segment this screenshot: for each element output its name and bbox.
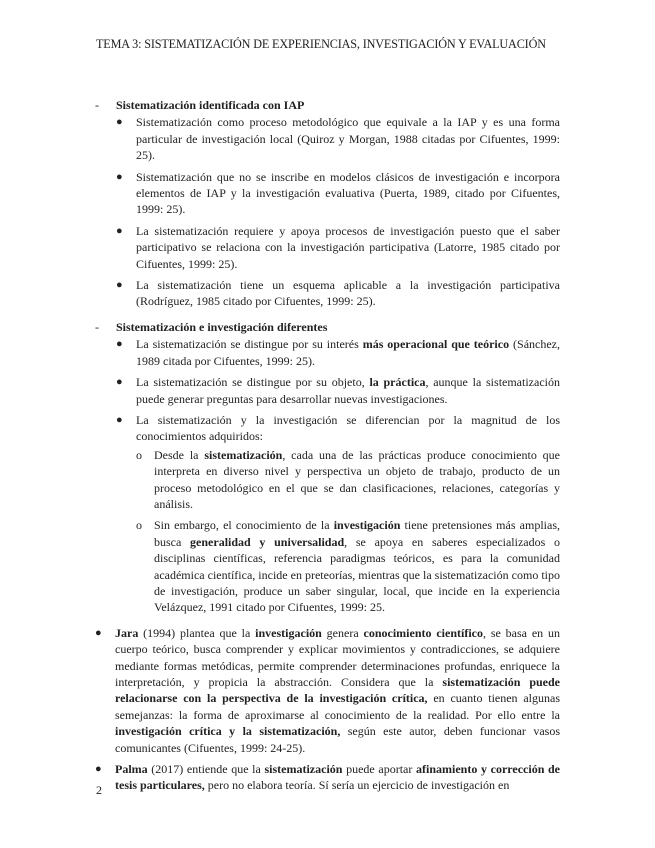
bullet-icon: ●	[95, 626, 102, 639]
section-title: Sistematización e investigación diferentes	[116, 319, 328, 334]
list-item: ● La sistematización se distingue por su objeto, la práctica, aunque la sistematización puede generar preguntas para desarrollar nuevas investigaciones.	[116, 375, 560, 406]
list-item-jara: ● Jara (1994) plantea que la investigación genera conocimiento científico, se basa en un cuerpo teórico, busca comprender y explicar movimientos y contradicciones, se adquiere mediante formas metódicas, permite comprender determinaciones profundas, enriquece la interpretación, y propicia la abstracción. Considera que la sistematización puede relacionarse con la perspectiva de la investigación crítica, en cuanto tienen algunas semejanzas: la forma de aproximarse al conocimiento de la realidad. Por ello entre la investigación crítica y la sistematización, según este autor, deben funcionar vasos comunicantes (Cifuentes, 1999: 24-25).	[95, 625, 561, 755]
dash-marker: -	[95, 98, 99, 112]
list-item-palma: ● Palma (2017) entiende que la sistematización puede aportar afinamiento y corrección de tesis particulares, pero no elabora teoría. Sí sería un ejercicio de investigación en	[95, 762, 561, 793]
list-item: ● La sistematización se distingue por su interés más operacional que teórico (Sánchez, 1989 citada por Cifuentes, 1999: 25).	[116, 337, 561, 368]
list-item: ● Sistematización como proceso metodológico que equivale a la IAP y es una forma particular de investigación local (Quiroz y Morgan, 1988 citadas por Cifuentes, 1999: 25).	[116, 115, 560, 163]
bullet-icon: ●	[116, 338, 123, 351]
bullet-icon: ●	[116, 376, 123, 389]
circle-bullet-icon: o	[136, 518, 142, 533]
page-header: TEMA 3: SISTEMATIZACIÓN DE EXPERIENCIAS, INVESTIGACIÓN Y EVALUACIÓN	[96, 37, 546, 51]
list-item: ● La sistematización tiene un esquema aplicable a la investigación participativa (Rodríguez, 1985 citado por Cifuentes, 1999: 25).	[116, 278, 560, 309]
list-item: ● La sistematización y la investigación se diferencian por la magnitud de los conocimientos adquiridos: o Desde la sistematización, cada una de las prácticas produce conocimiento que interpreta en diverso nivel y perspectiva un objeto de trabajo, producto de un proceso metodológico en el que se dan clasificaciones, relaciones, categorías y análisis. o Sin embargo, el conocimiento de la investigación tiene pretensiones más amplias, busca generalidad y universalidad, se apoya en saberes especializados o disciplinas científicas, referencia paradigmas teóricos, es para la comunidad académica científica, incide en preteorías, mientras que la sistematización como tipo de investigación, produce un saber singular, local, que incide en la experiencia Velázquez, 1991 citado por Cifuentes, 1999: 25.	[116, 412, 561, 615]
page-number: 2	[96, 783, 102, 797]
bullet-list	[116, 336, 560, 616]
circle-bullet-icon: o	[136, 447, 142, 462]
bullet-icon: ●	[95, 763, 102, 776]
bullet-list	[116, 114, 560, 309]
list-item: ● Sistematización que no se inscribe en modelos clásicos de investigación e incorpora elementos de IAP y la investigación evaluativa (Puerta, 1989, citado por Cifuentes, 1999: 25).	[116, 169, 560, 217]
bullet-icon: ●	[116, 224, 123, 237]
author-bullet-list	[95, 625, 560, 794]
sub-list-item: o Desde la sistematización, cada una de las prácticas produce conocimiento que interpreta en diverso nivel y perspectiva un objeto de trabajo, producto de un proceso metodológico en el que se dan clasificaciones, relaciones, categorías y análisis.	[136, 447, 560, 511]
section-title: Sistematización identificada con IAP	[116, 98, 305, 112]
sub-list	[136, 447, 560, 616]
section-iap	[95, 97, 560, 310]
sub-list-item: o Sin embargo, el conocimiento de la investigación tiene pretensiones más amplias, busca generalidad y universalidad, se apoya en saberes especializados o disciplinas científicas, referencia paradigmas teóricos, es para la comunidad académica científica, incide en preteorías, mientras que la sistematización como tipo de investigación, produce un saber singular, local, que incide en la experiencia Velázquez, 1991 citado por Cifuentes, 1999: 25.	[136, 518, 561, 615]
page-content	[95, 97, 560, 799]
bullet-icon: ●	[116, 279, 123, 292]
bullet-icon: ●	[116, 116, 123, 129]
dash-marker: -	[95, 319, 99, 334]
bullet-icon: ●	[116, 413, 123, 426]
bullet-icon: ●	[116, 170, 123, 183]
list-item: ● La sistematización requiere y apoya procesos de investigación puesto que el saber participativo se relaciona con la investigación participativa (Latorre, 1985 citado por Cifuentes, 1999: 25).	[116, 223, 560, 271]
section-differences	[95, 319, 560, 616]
